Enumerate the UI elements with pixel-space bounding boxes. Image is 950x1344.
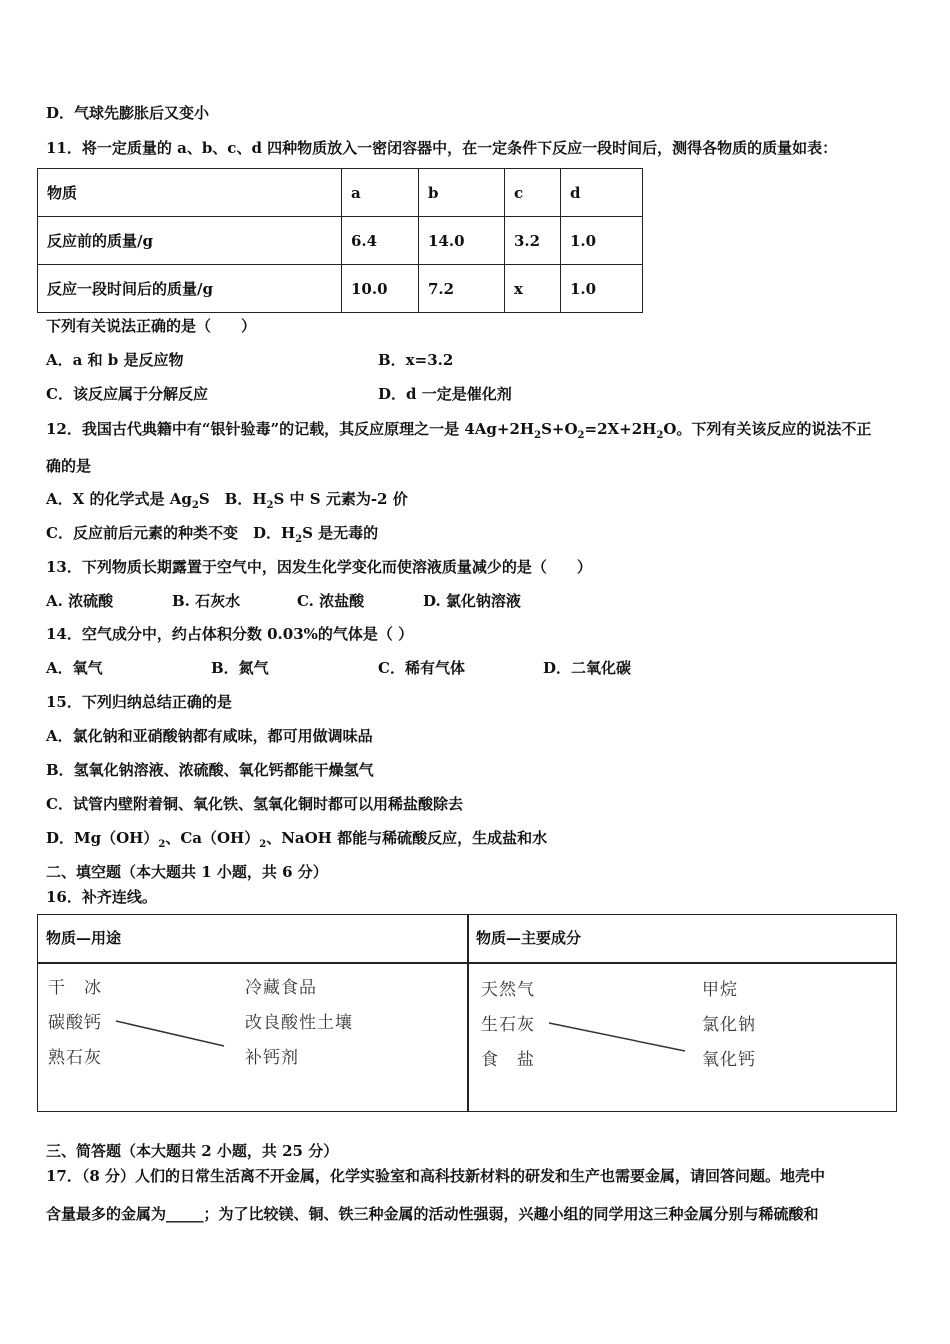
q17-line2	[46, 1203, 819, 1224]
table-cell: 3.2	[505, 217, 561, 265]
left-use: 冷藏食品	[245, 978, 317, 998]
table-cell: 反应一段时间后的质量/g	[38, 265, 342, 313]
right-component: 氯化钠	[702, 1015, 756, 1035]
table-header-cell: b	[419, 169, 505, 217]
q12-stem-text: O。下列有关该反应的说法不正	[663, 420, 872, 438]
table-cell: 7.2	[419, 265, 505, 313]
connector-lines	[38, 915, 896, 1111]
q12-stem-text: S+O	[541, 420, 578, 438]
table-header-cell: d	[561, 169, 643, 217]
q12-option-d-text: S 是无毒的	[302, 524, 379, 542]
q17-answer-blank[interactable]: _____	[166, 1205, 204, 1223]
subscript: 2	[191, 500, 199, 511]
q16-matching-box	[37, 914, 897, 1112]
q13-option-a: A. 浓硫酸	[46, 592, 114, 610]
q17-text: ；为了比较镁、铜、铁三种金属的活动性强弱，兴趣小组的同学用这三种金属分别与稀硫酸和	[203, 1205, 819, 1223]
subscript: 2	[656, 430, 664, 441]
q11-option-d: D．d 一定是催化剂	[378, 385, 512, 403]
q11-stem: 11．将一定质量的 a、b、c、d 四种物质放入一密闭容器中，在一定条件下反应一段时间后，测得各物质的质量如表：	[46, 139, 838, 157]
section-2-title: 二、填空题（本大题共 1 小题，共 6 分）	[46, 863, 328, 881]
right-component: 甲烷	[702, 980, 738, 1000]
right-substance: 生石灰	[481, 1015, 535, 1035]
q12-options-cd	[46, 522, 378, 545]
q15-option-a: A．氯化钠和亚硝酸钠都有咸味，都可用做调味品	[46, 727, 373, 745]
table-cell: 1.0	[561, 217, 643, 265]
subscript: 2	[534, 430, 542, 441]
table-row	[38, 217, 643, 265]
table-row	[38, 265, 643, 313]
q12-stem-continued: 确的是	[46, 457, 92, 475]
q13-option-c: C. 浓盐酸	[297, 592, 365, 610]
q14-option-b: B．氮气	[211, 659, 269, 677]
connector-line-right	[549, 1023, 685, 1051]
q13-option-b: B. 石灰水	[172, 592, 241, 610]
subscript: 2	[295, 534, 303, 545]
subscript: 2	[158, 839, 166, 850]
q13-option-d: D. 氯化钠溶液	[423, 592, 521, 610]
q11-option-a: A．a 和 b 是反应物	[46, 351, 184, 369]
q12-stem-text: 12．我国古代典籍中有“银针验毒”的记载，其反应原理之一是 4Ag+2H	[46, 420, 535, 438]
table-header-cell: c	[505, 169, 561, 217]
table-cell: x	[505, 265, 561, 313]
table-cell: 1.0	[561, 265, 643, 313]
table-header-row	[38, 169, 643, 217]
table-header-cell: 物质	[38, 169, 342, 217]
table-header-cell: a	[342, 169, 419, 217]
q11-option-c: C．该反应属于分解反应	[46, 385, 208, 403]
q15-option-d-text: D．Mg（OH）	[46, 829, 159, 847]
q17-line1: 17．（8 分）人们的日常生活离不开金属，化学实验室和高科技新材料的研发和生产也需要金属，请回答问题。地壳中	[46, 1167, 826, 1185]
left-use: 改良酸性土壤	[245, 1013, 353, 1033]
q12-option-c: C．反应前后元素的种类不变 D．H	[46, 524, 296, 542]
right-header: 物质—主要成分	[476, 929, 582, 947]
left-header: 物质—用途	[46, 929, 122, 947]
table-cell: 6.4	[342, 217, 419, 265]
q15-option-b: B．氢氧化钠溶液、浓硫酸、氧化钙都能干燥氢气	[46, 761, 374, 779]
q11-mass-table	[37, 168, 643, 313]
section-3-title: 三、简答题（本大题共 2 小题，共 25 分）	[46, 1142, 339, 1160]
q14-option-a: A．氧气	[46, 659, 103, 677]
q11-prompt: 下列有关说法正确的是（ ）	[46, 317, 257, 335]
subscript: 2	[259, 839, 267, 850]
left-substance: 熟石灰	[48, 1048, 102, 1068]
q15-option-d-text: 、NaOH 都能与稀硫酸反应，生成盐和水	[266, 829, 548, 847]
q12-options-ab	[46, 488, 408, 511]
q12-option-a: A．X 的化学式是 Ag	[46, 490, 192, 508]
subscript: 2	[577, 430, 585, 441]
left-substance: 干 冰	[48, 978, 102, 998]
q15-stem: 15．下列归纳总结正确的是	[46, 693, 232, 711]
left-substance: 碳酸钙	[48, 1013, 102, 1033]
q14-option-c: C．稀有气体	[378, 659, 465, 677]
table-cell: 10.0	[342, 265, 419, 313]
q13-stem: 13．下列物质长期露置于空气中，因发生化学变化而使溶液质量减少的是（ ）	[46, 558, 592, 576]
q14-option-d: D．二氧化碳	[543, 659, 632, 677]
q15-option-d	[46, 827, 547, 850]
right-substance: 食 盐	[481, 1050, 535, 1070]
subscript: 2	[266, 500, 274, 511]
table-cell: 14.0	[419, 217, 505, 265]
q14-stem: 14．空气成分中，约占体积分数 0.03%的气体是（ ）	[46, 625, 414, 643]
q12-stem	[46, 418, 871, 441]
q12-option-b: S B．H	[198, 490, 267, 508]
q12-option-b-text: S 中 S 元素为-2 价	[273, 490, 408, 508]
q16-stem: 16．补齐连线。	[46, 888, 157, 906]
left-use: 补钙剂	[245, 1048, 299, 1068]
q10-option-d: D．气球先膨胀后又变小	[46, 104, 210, 122]
right-component: 氧化钙	[702, 1050, 756, 1070]
right-substance: 天然气	[481, 980, 535, 1000]
q12-stem-text: =2X+2H	[584, 420, 657, 438]
q15-option-d-text: 、Ca（OH）	[165, 829, 260, 847]
table-cell: 反应前的质量/g	[38, 217, 342, 265]
q11-option-b: B．x=3.2	[378, 351, 454, 369]
q17-text: 含量最多的金属为	[46, 1205, 167, 1223]
connector-line-left	[116, 1021, 224, 1046]
q15-option-c: C．试管内壁附着铜、氧化铁、氢氧化铜时都可以用稀盐酸除去	[46, 795, 463, 813]
